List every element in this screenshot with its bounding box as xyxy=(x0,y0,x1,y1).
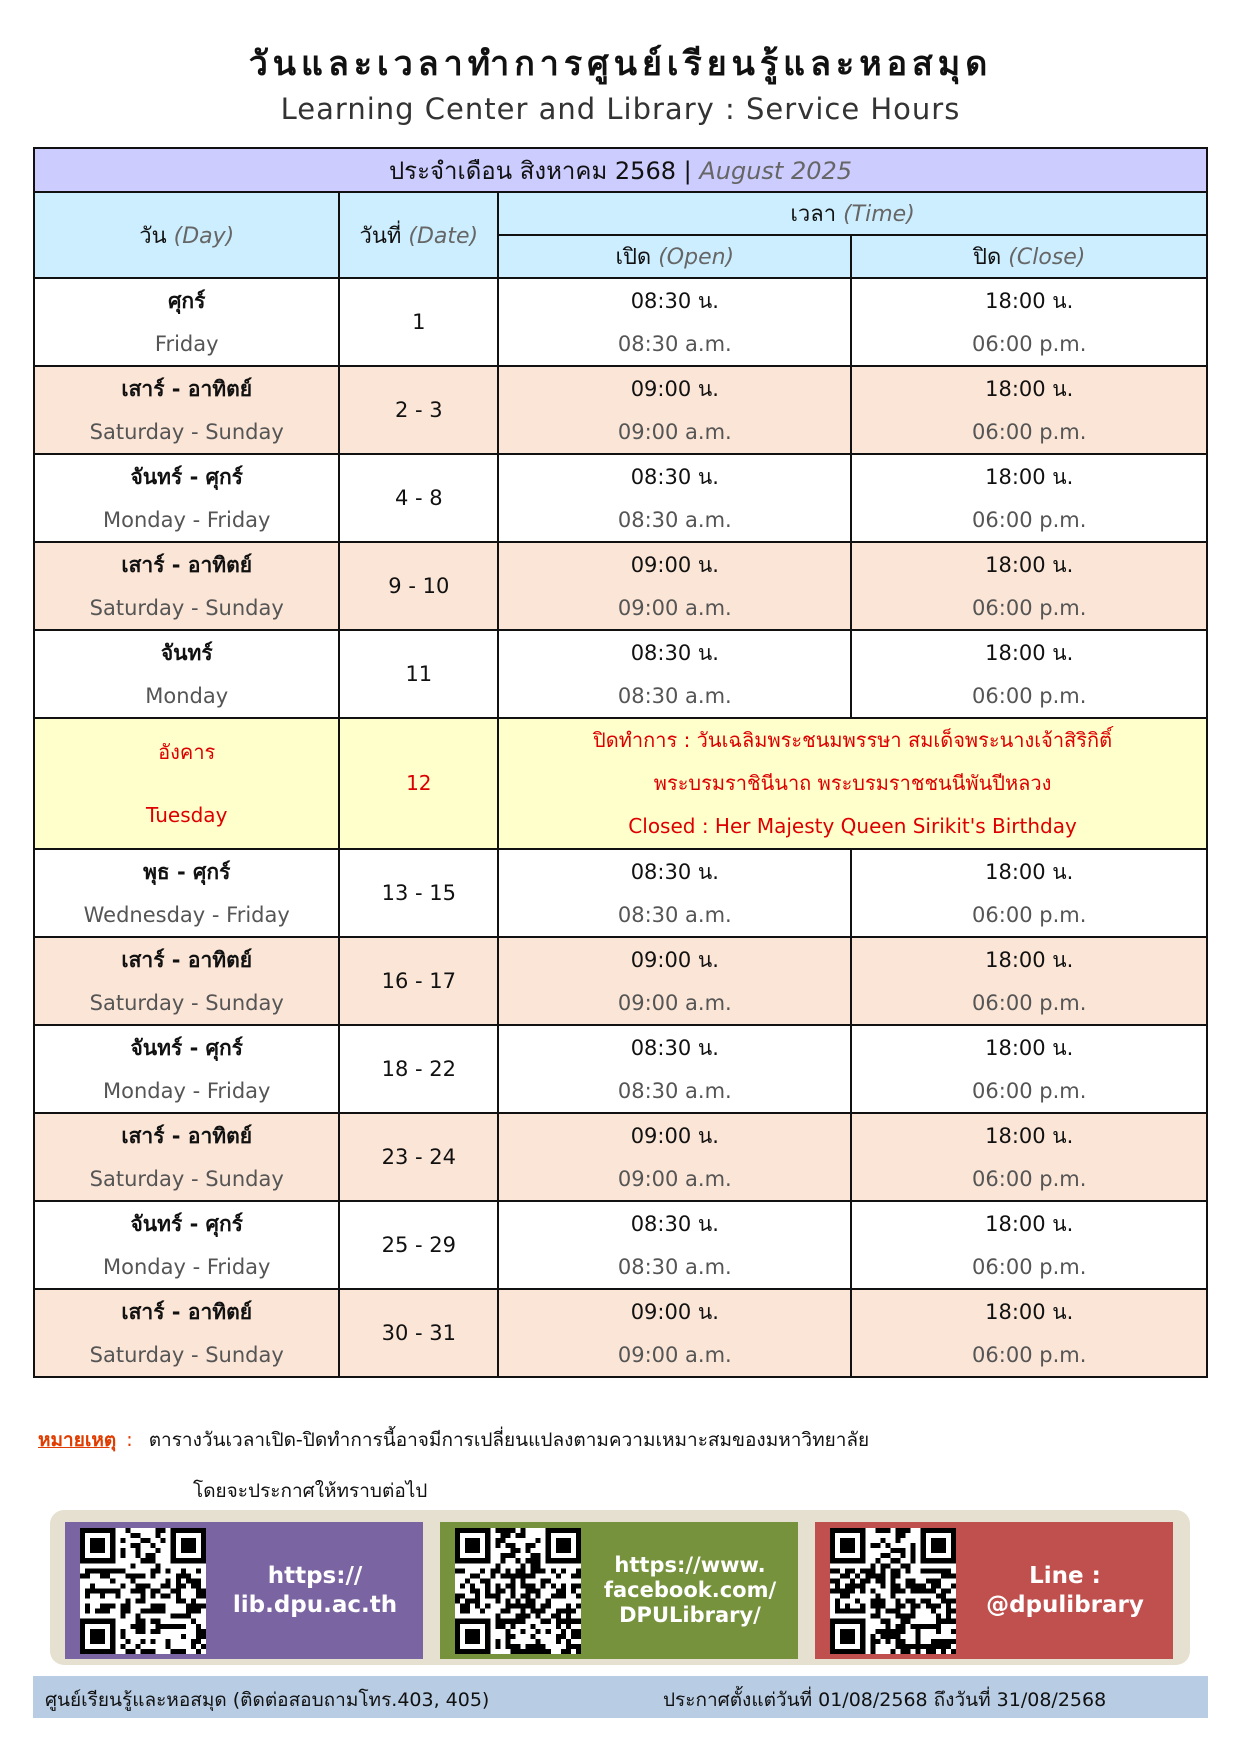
holiday-line2: พระบรมราชินีนาถ พระบรมราชชนนีพันปีหลวง xyxy=(653,771,1052,795)
date-value: 23 - 24 xyxy=(381,1145,456,1169)
date-cell xyxy=(339,849,498,937)
date-value: 9 - 10 xyxy=(388,574,450,598)
close-en: 06:00 p.m. xyxy=(972,991,1087,1015)
open-cell xyxy=(498,278,851,366)
open-cell xyxy=(498,1113,851,1201)
table-row xyxy=(34,937,1207,1025)
date-cell xyxy=(339,454,498,542)
col-time-th: เวลา xyxy=(790,202,837,227)
open-th: 08:30 น. xyxy=(630,465,719,489)
close-en: 06:00 p.m. xyxy=(972,508,1087,532)
close-th: 18:00 น. xyxy=(985,465,1074,489)
month-en: August 2025 xyxy=(699,156,853,185)
close-cell xyxy=(851,849,1207,937)
day-en: Monday - Friday xyxy=(102,1079,271,1103)
table-row xyxy=(34,278,1207,366)
close-en: 06:00 p.m. xyxy=(972,1343,1087,1367)
note-label: หมายเหตุ xyxy=(38,1429,117,1451)
day-en: Saturday - Sunday xyxy=(89,596,284,620)
month-header xyxy=(34,148,1207,192)
day-th: เสาร์ - อาทิตย์ xyxy=(121,1300,253,1324)
day-cell xyxy=(34,366,339,454)
holiday-line3: Closed : Her Majesty Queen Sirikit's Birthday xyxy=(628,814,1077,838)
col-open-th: เปิด xyxy=(615,245,652,270)
col-day-th: วัน xyxy=(139,223,167,249)
date-cell xyxy=(339,1289,498,1377)
col-close-th: ปิด xyxy=(973,245,1002,270)
open-th: 09:00 น. xyxy=(630,553,719,577)
close-cell xyxy=(851,542,1207,630)
date-cell xyxy=(339,630,498,718)
holiday-row xyxy=(34,718,1207,849)
day-en: Friday xyxy=(154,332,219,356)
day-th: พุธ - ศุกร์ xyxy=(143,860,231,884)
note xyxy=(38,1425,869,1455)
open-en: 08:30 a.m. xyxy=(617,1079,732,1103)
holiday-day-en: Tuesday xyxy=(146,802,228,827)
footer-contact: ศูนย์เรียนรู้และหอสมุด (ติดต่อสอบถามโทร.403, 405) xyxy=(45,1689,490,1711)
open-th: 08:30 น. xyxy=(630,1036,719,1060)
day-en: Saturday - Sunday xyxy=(89,1343,284,1367)
open-th: 08:30 น. xyxy=(630,1212,719,1236)
day-th: จันทร์ - ศุกร์ xyxy=(130,1036,243,1060)
close-cell xyxy=(851,630,1207,718)
close-en: 06:00 p.m. xyxy=(972,596,1087,620)
close-cell xyxy=(851,278,1207,366)
note-colon: : xyxy=(126,1429,133,1451)
table-row xyxy=(34,454,1207,542)
open-th: 09:00 น. xyxy=(630,377,719,401)
day-en: Saturday - Sunday xyxy=(89,991,284,1015)
date-value: 13 - 15 xyxy=(381,881,456,905)
date-value: 1 xyxy=(412,310,426,334)
open-th: 08:30 น. xyxy=(630,641,719,665)
date-cell xyxy=(339,1113,498,1201)
close-en: 06:00 p.m. xyxy=(972,1079,1087,1103)
day-cell xyxy=(34,1201,339,1289)
table-row xyxy=(34,1113,1207,1201)
day-en: Saturday - Sunday xyxy=(89,1167,284,1191)
day-en: Monday - Friday xyxy=(102,1255,271,1279)
column-header-date xyxy=(339,192,498,278)
close-cell xyxy=(851,366,1207,454)
close-th: 18:00 น. xyxy=(985,948,1074,972)
close-en: 06:00 p.m. xyxy=(972,1167,1087,1191)
table-row xyxy=(34,1025,1207,1113)
holiday-date-cell xyxy=(339,718,498,849)
day-cell xyxy=(34,454,339,542)
col-date-en: (Date) xyxy=(408,223,479,249)
close-th: 18:00 น. xyxy=(985,1212,1074,1236)
close-th: 18:00 น. xyxy=(985,1124,1074,1148)
note-line2: โดยจะประกาศให้ทราบต่อไป xyxy=(193,1480,428,1502)
facebook-link-line2: facebook.com/ xyxy=(603,1578,777,1602)
website-qr-code-icon xyxy=(80,1528,206,1654)
close-th: 18:00 น. xyxy=(985,860,1074,884)
table-row xyxy=(34,849,1207,937)
day-en: Monday - Friday xyxy=(102,508,271,532)
close-cell xyxy=(851,1289,1207,1377)
line-link[interactable] xyxy=(965,1522,1165,1659)
close-en: 06:00 p.m. xyxy=(972,420,1087,444)
day-cell xyxy=(34,630,339,718)
line-qr-code-icon xyxy=(830,1528,956,1654)
day-cell xyxy=(34,278,339,366)
line-card[interactable] xyxy=(815,1522,1173,1659)
column-header-close xyxy=(851,235,1207,278)
facebook-qr-code-icon xyxy=(455,1528,581,1654)
close-en: 06:00 p.m. xyxy=(972,1255,1087,1279)
day-cell xyxy=(34,1289,339,1377)
table-row xyxy=(34,630,1207,718)
line-link-line2: @dpulibrary xyxy=(986,1591,1144,1618)
holiday-date: 12 xyxy=(406,771,432,795)
date-value: 25 - 29 xyxy=(381,1233,456,1257)
close-cell xyxy=(851,1201,1207,1289)
open-cell xyxy=(498,1025,851,1113)
date-cell xyxy=(339,937,498,1025)
open-en: 09:00 a.m. xyxy=(617,596,732,620)
holiday-line1: ปิดทำการ : วันเฉลิมพระชนมพรรษา สมเด็จพระนางเจ้าสิริกิติ์ xyxy=(593,728,1113,752)
date-cell xyxy=(339,366,498,454)
col-close-en: (Close) xyxy=(1008,245,1086,270)
open-en: 09:00 a.m. xyxy=(617,991,732,1015)
table-row xyxy=(34,542,1207,630)
open-en: 09:00 a.m. xyxy=(617,420,732,444)
date-cell xyxy=(339,1201,498,1289)
date-value: 4 - 8 xyxy=(394,486,443,510)
open-cell xyxy=(498,542,851,630)
qr-panel xyxy=(50,1510,1190,1665)
note-line1: ตารางวันเวลาเปิด-ปิดทำการนี้อาจมีการเปลี่ยนแปลงตามความเหมาะสมของมหาวิทยาลัย xyxy=(148,1429,870,1451)
column-header-day xyxy=(34,192,339,278)
line-link-line1: Line : xyxy=(1029,1562,1101,1589)
close-th: 18:00 น. xyxy=(985,553,1074,577)
open-th: 09:00 น. xyxy=(630,948,719,972)
open-th: 08:30 น. xyxy=(630,860,719,884)
open-cell xyxy=(498,1201,851,1289)
column-header-open xyxy=(498,235,851,278)
close-th: 18:00 น. xyxy=(985,641,1074,665)
table-row xyxy=(34,366,1207,454)
close-th: 18:00 น. xyxy=(985,377,1074,401)
month-th: ประจำเดือน สิงหาคม 2568 | xyxy=(388,156,692,185)
day-cell xyxy=(34,849,339,937)
open-en: 09:00 a.m. xyxy=(617,1167,732,1191)
open-en: 08:30 a.m. xyxy=(617,903,732,927)
open-en: 08:30 a.m. xyxy=(617,332,732,356)
date-value: 11 xyxy=(405,662,433,686)
website-link-line2: lib.dpu.ac.th xyxy=(232,1591,398,1618)
footer xyxy=(33,1676,1208,1718)
day-en: Saturday - Sunday xyxy=(89,420,284,444)
column-header-time xyxy=(498,192,1207,235)
close-cell xyxy=(851,937,1207,1025)
open-cell xyxy=(498,630,851,718)
open-cell xyxy=(498,454,851,542)
open-th: 09:00 น. xyxy=(630,1124,719,1148)
date-cell xyxy=(339,542,498,630)
close-th: 18:00 น. xyxy=(985,289,1074,313)
holiday-day-th: อังคาร xyxy=(158,739,216,764)
day-en: Wednesday - Friday xyxy=(83,903,290,927)
page-title-th: วันและเวลาทำการศูนย์เรียนรู้และหอสมุด xyxy=(248,44,993,84)
facebook-card[interactable] xyxy=(440,1522,798,1659)
open-cell xyxy=(498,849,851,937)
day-th: ศุกร์ xyxy=(168,289,206,313)
date-value: 2 - 3 xyxy=(394,398,443,422)
close-en: 06:00 p.m. xyxy=(972,684,1087,708)
open-cell xyxy=(498,1289,851,1377)
close-th: 18:00 น. xyxy=(985,1300,1074,1324)
day-cell xyxy=(34,542,339,630)
open-cell xyxy=(498,937,851,1025)
day-en: Monday xyxy=(145,684,229,708)
col-date-th: วันที่ xyxy=(359,223,402,249)
open-en: 08:30 a.m. xyxy=(617,684,732,708)
holiday-day-cell xyxy=(34,718,339,849)
day-th: เสาร์ - อาทิตย์ xyxy=(121,948,253,972)
open-en: 09:00 a.m. xyxy=(617,1343,732,1367)
col-day-en: (Day) xyxy=(173,223,235,249)
day-th: จันทร์ - ศุกร์ xyxy=(130,465,243,489)
open-cell xyxy=(498,366,851,454)
day-th: เสาร์ - อาทิตย์ xyxy=(121,1124,253,1148)
website-link-line1: https:// xyxy=(267,1562,363,1589)
day-th: เสาร์ - อาทิตย์ xyxy=(121,377,253,401)
facebook-link-line3: DPULibrary/ xyxy=(619,1603,761,1627)
holiday-closed-cell xyxy=(498,718,1207,849)
close-cell xyxy=(851,1025,1207,1113)
day-th: จันทร์ - ศุกร์ xyxy=(130,1212,243,1236)
page-title-en: Learning Center and Library : Service Hours xyxy=(280,92,961,126)
date-value: 16 - 17 xyxy=(381,969,456,993)
table-row xyxy=(34,1201,1207,1289)
open-th: 09:00 น. xyxy=(630,1300,719,1324)
schedule-table xyxy=(33,147,1208,1378)
col-open-en: (Open) xyxy=(658,245,735,270)
close-en: 06:00 p.m. xyxy=(972,903,1087,927)
day-cell xyxy=(34,1025,339,1113)
day-cell xyxy=(34,937,339,1025)
footer-announcement-period: ประกาศตั้งแต่วันที่ 01/08/2568 ถึงวันที่ 31/08/2568 xyxy=(663,1689,1107,1711)
table-row xyxy=(34,1289,1207,1377)
date-value: 30 - 31 xyxy=(381,1321,456,1345)
date-cell xyxy=(339,278,498,366)
facebook-link[interactable] xyxy=(590,1522,790,1659)
day-cell xyxy=(34,1113,339,1201)
facebook-link-line1: https://www. xyxy=(614,1553,766,1577)
close-cell xyxy=(851,1113,1207,1201)
day-th: เสาร์ - อาทิตย์ xyxy=(121,553,253,577)
date-value: 18 - 22 xyxy=(381,1057,456,1081)
website-link[interactable] xyxy=(215,1522,415,1659)
day-th: จันทร์ xyxy=(160,641,213,665)
website-card[interactable] xyxy=(65,1522,423,1659)
open-en: 08:30 a.m. xyxy=(617,1255,732,1279)
open-th: 08:30 น. xyxy=(630,289,719,313)
close-cell xyxy=(851,454,1207,542)
date-cell xyxy=(339,1025,498,1113)
close-en: 06:00 p.m. xyxy=(972,332,1087,356)
open-en: 08:30 a.m. xyxy=(617,508,732,532)
close-th: 18:00 น. xyxy=(985,1036,1074,1060)
col-time-en: (Time) xyxy=(843,202,915,227)
